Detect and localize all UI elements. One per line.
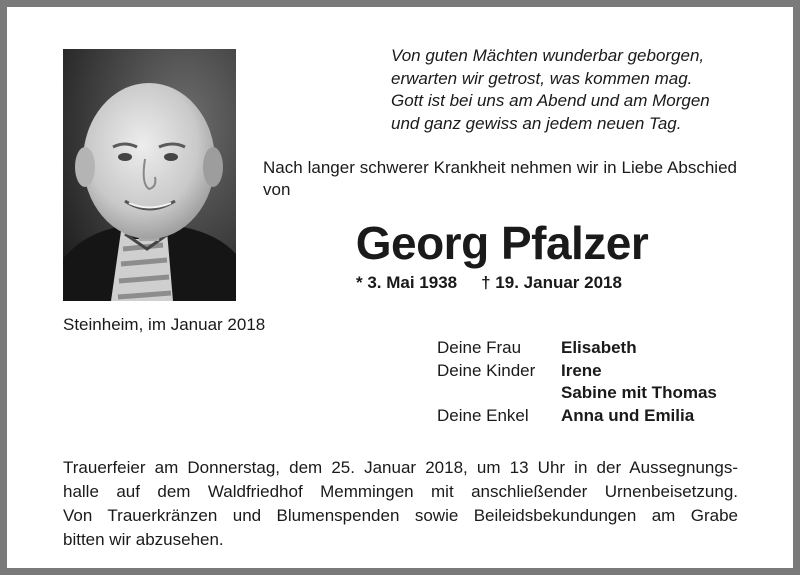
relative-names: Sabine mit Thomas xyxy=(561,383,717,402)
poem-line: Gott ist bei uns am Abend und am Morgen xyxy=(391,91,710,110)
family-row xyxy=(437,337,717,360)
intro-text: Nach langer schwerer Krankheit nehmen wir in Liebe Abschied von xyxy=(263,158,737,199)
portrait-photo xyxy=(63,49,236,301)
info-line: Von Trauerkränzen und Blumenspenden sowie Beileidsbekundungen am Grabe xyxy=(63,506,738,525)
poem-line: Von guten Mächten wunderbar geborgen, xyxy=(391,46,705,65)
poem xyxy=(391,45,741,135)
relative-names: Irene xyxy=(561,360,602,380)
poem-line: und ganz gewiss an jedem neuen Tag. xyxy=(391,113,682,133)
family-row xyxy=(437,405,717,428)
ceremony-info xyxy=(63,456,738,552)
place-date: Steinheim, im Januar 2018 xyxy=(63,315,266,334)
deceased-name: Georg Pfalzer xyxy=(355,217,649,269)
life-dates xyxy=(356,273,622,293)
relation-label: Deine Enkel xyxy=(437,405,529,425)
info-line: bitten wir abzusehen. xyxy=(63,530,224,549)
relation-label: Deine Frau xyxy=(437,338,522,357)
birth-date: * 3. Mai 1938 xyxy=(356,273,458,292)
relation-label: Deine Kinder xyxy=(437,360,536,380)
family-list xyxy=(437,337,717,427)
info-line: halle auf dem Waldfriedhof Memmingen mit anschließender Urnenbeisetzung. xyxy=(63,482,738,501)
family-row xyxy=(437,382,717,405)
family-row xyxy=(437,360,717,383)
death-date: † 19. Januar 2018 xyxy=(481,273,622,292)
relation-label xyxy=(437,382,561,405)
relative-names: Anna und Emilia xyxy=(561,405,695,425)
info-line: Trauerfeier am Donnerstag, dem 25. Januar 2018, um 13 Uhr in der Aussegnungs- xyxy=(63,458,738,477)
poem-line: erwarten wir getrost, was kommen mag. xyxy=(391,68,693,88)
relative-names: Elisabeth xyxy=(561,338,637,357)
